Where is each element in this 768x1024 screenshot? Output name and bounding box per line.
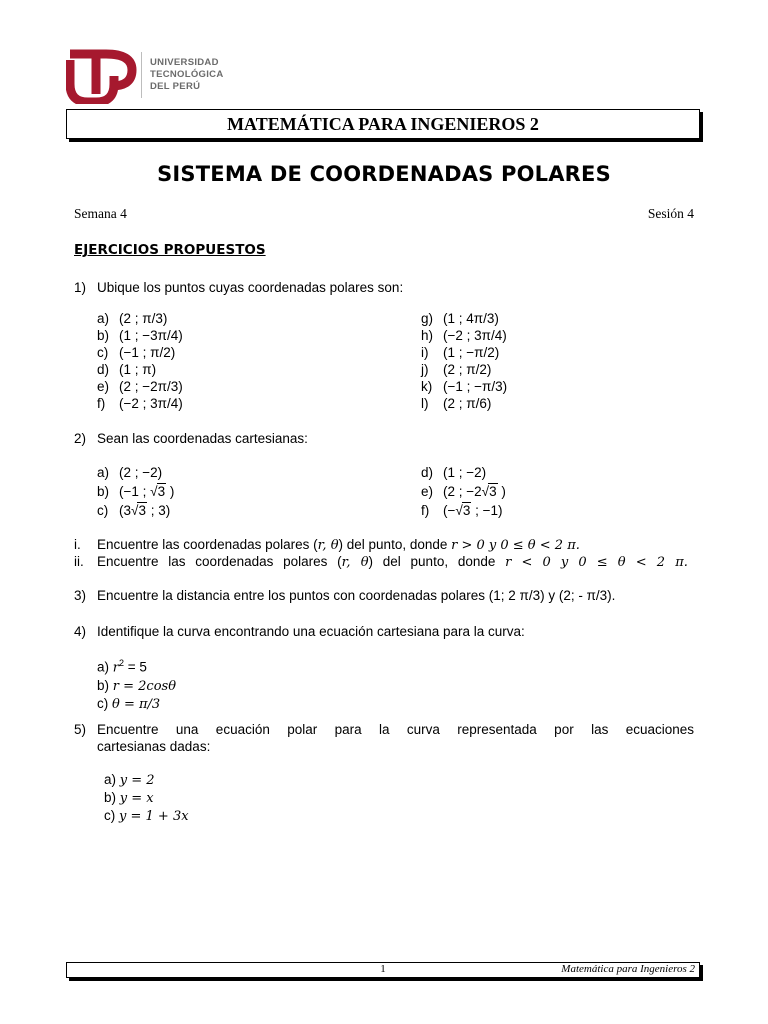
list-item: b) (−1 ; √3 ) <box>97 484 175 499</box>
list-item <box>97 378 183 395</box>
logo-divider <box>141 52 142 98</box>
list-item <box>97 677 176 695</box>
item-label: l) <box>421 396 429 411</box>
ex1-statement: Ubique los puntos cuyas coordenadas polares son: <box>97 280 404 295</box>
ex2-part-ii <box>97 553 688 571</box>
part-vars: r, θ <box>341 555 369 570</box>
item-label: b) <box>104 790 117 805</box>
part-text: ) del punto, donde <box>338 537 452 552</box>
part-condition: r > 0 y 0 ≤ θ < 2 π. <box>451 538 580 553</box>
item-label: b) <box>97 677 110 693</box>
item-label: f) <box>421 503 430 518</box>
logo-wordmark <box>150 57 224 93</box>
item-value-pre: r = 2cosθ <box>112 678 177 694</box>
sqrt-radicand: 3 <box>138 503 146 518</box>
item-value-pre: r <box>112 660 119 676</box>
part-vars: r, θ <box>317 538 339 553</box>
list-item: e) (2 ; −2√3 ) <box>421 484 506 499</box>
item-value-pre: θ = π/3 <box>112 696 161 712</box>
list-item <box>97 395 183 412</box>
ex4-list <box>97 655 176 713</box>
item-label: e) <box>97 379 110 394</box>
item-value: y = x <box>119 791 154 806</box>
list-item <box>97 695 176 713</box>
list-item <box>97 655 176 677</box>
list-item <box>97 463 174 482</box>
ex4-statement: Identifique la curva encontrando una ecuación cartesiana para la curva: <box>97 624 525 639</box>
part-text: Encuentre las coordenadas polares ( <box>97 554 342 569</box>
sqrt-radicand: 3 <box>462 503 471 518</box>
item-value-sup: 2 <box>119 658 125 668</box>
ex2-left-list <box>97 463 174 520</box>
item-value: (1 ; 4π/3) <box>443 311 499 326</box>
item-label: b) <box>97 328 110 343</box>
item-value: (2 ; −2) <box>119 465 163 480</box>
list-item <box>421 378 507 395</box>
part-text: ) del punto, donde <box>368 554 506 569</box>
ex1-number: 1) <box>74 280 87 295</box>
item-label: g) <box>421 311 434 326</box>
logo-line-2: TECNOLÓGICA <box>150 69 224 80</box>
item-value: y = 2 <box>119 773 155 788</box>
section-heading: EJERCICIOS PROPUESTOS <box>74 242 266 258</box>
week-label: Semana 4 <box>74 206 127 221</box>
part-text: Encuentre las coordenadas polares ( <box>97 537 318 552</box>
item-label: d) <box>421 465 434 480</box>
ex2-part-i-number: i. <box>74 537 81 552</box>
item-value-post: ; −1) <box>471 503 503 518</box>
item-label: j) <box>421 362 429 377</box>
list-item <box>421 344 507 361</box>
item-value: (−1 ; π/2) <box>119 345 176 360</box>
item-value: (2 ; π/6) <box>443 396 492 411</box>
list-item <box>97 310 183 327</box>
item-value: (−2 ; 3π/4) <box>443 328 507 343</box>
item-value-post: ) <box>166 484 175 499</box>
list-item <box>97 344 183 361</box>
item-label: c) <box>97 503 109 518</box>
list-item <box>97 361 183 378</box>
list-item <box>421 395 507 412</box>
ex2-part-ii-number: ii. <box>74 554 84 569</box>
session-label: Sesión 4 <box>647 206 694 221</box>
list-item <box>421 310 507 327</box>
item-label: e) <box>421 484 434 499</box>
ex3-number: 3) <box>74 588 87 603</box>
item-label: i) <box>421 345 429 360</box>
logo-line-1: UNIVERSIDAD <box>150 57 219 68</box>
ex1-left-list <box>97 310 183 412</box>
item-value-post: ) <box>497 484 506 499</box>
ex4-number: 4) <box>74 624 87 639</box>
item-label: f) <box>97 396 106 411</box>
item-value: y = 1 + 3x <box>119 809 189 824</box>
document-title: SISTEMA DE COORDENADAS POLARES <box>157 162 611 186</box>
list-item <box>421 361 507 378</box>
item-label: d) <box>97 362 110 377</box>
item-label: c) <box>97 695 109 711</box>
item-value: (1 ; π) <box>119 362 157 377</box>
footer-course-name: Matemática para Ingenieros 2 <box>561 963 695 975</box>
course-title: MATEMÁTICA PARA INGENIEROS 2 <box>227 114 539 134</box>
item-value: (2 ; −2π/3) <box>119 379 183 394</box>
list-item <box>104 789 189 807</box>
ex2-part-i <box>97 536 580 554</box>
item-label: c) <box>97 345 109 360</box>
item-label: a) <box>97 659 110 675</box>
list-item <box>104 771 189 789</box>
item-value-pre: (2 ; −2 <box>443 484 482 499</box>
item-label: a) <box>97 465 110 480</box>
ex3-statement: Encuentre la distancia entre los puntos con coordenadas polares (1; 2 π/3) y (2; - π/3). <box>97 588 616 603</box>
item-label: b) <box>97 484 110 499</box>
item-value: (−2 ; 3π/4) <box>119 396 183 411</box>
item-value: (1 ; −3π/4) <box>119 328 183 343</box>
logo-line-3: DEL PERÚ <box>150 81 201 92</box>
item-value: (1 ; −2) <box>443 465 487 480</box>
item-label: h) <box>421 328 434 343</box>
list-item <box>421 463 506 482</box>
list-item <box>97 327 183 344</box>
item-value: (1 ; −π/2) <box>443 345 500 360</box>
list-item <box>104 807 189 825</box>
item-label: a) <box>104 772 117 787</box>
list-item: f) (−√3 ; −1) <box>421 503 503 518</box>
sqrt-radicand: 3 <box>157 484 166 499</box>
ex5-statement-line1: Encuentre una ecuación polar para la curva representada por las ecuaciones <box>97 722 694 737</box>
item-value-pre: (3 <box>119 503 132 518</box>
item-value-pre: (− <box>443 503 456 518</box>
item-value: (2 ; π/2) <box>443 362 492 377</box>
ex2-statement: Sean las coordenadas cartesianas: <box>97 431 308 446</box>
item-value-post: = 5 <box>124 659 147 675</box>
ex5-statement-line2: cartesianas dadas: <box>97 739 211 754</box>
item-label: k) <box>421 379 433 394</box>
item-value-pre: (−1 ; <box>119 484 151 499</box>
part-condition: r < 0 y 0 ≤ θ < 2 π. <box>505 555 688 570</box>
item-label: c) <box>104 808 116 823</box>
ex5-number: 5) <box>74 722 87 737</box>
ex1-right-list <box>421 310 507 412</box>
ex2-right-list <box>421 463 506 520</box>
list-item: c) (3√3 ; 3) <box>97 503 171 518</box>
item-value: (−1 ; −π/3) <box>443 379 508 394</box>
ex2-number: 2) <box>74 431 87 446</box>
page-number: 1 <box>380 963 386 975</box>
ex5-list <box>104 771 189 825</box>
item-label: a) <box>97 311 110 326</box>
item-value-post: ; 3) <box>146 503 171 518</box>
item-value: (2 ; π/3) <box>119 311 168 326</box>
sqrt-radicand: 3 <box>489 484 497 499</box>
list-item <box>421 327 507 344</box>
